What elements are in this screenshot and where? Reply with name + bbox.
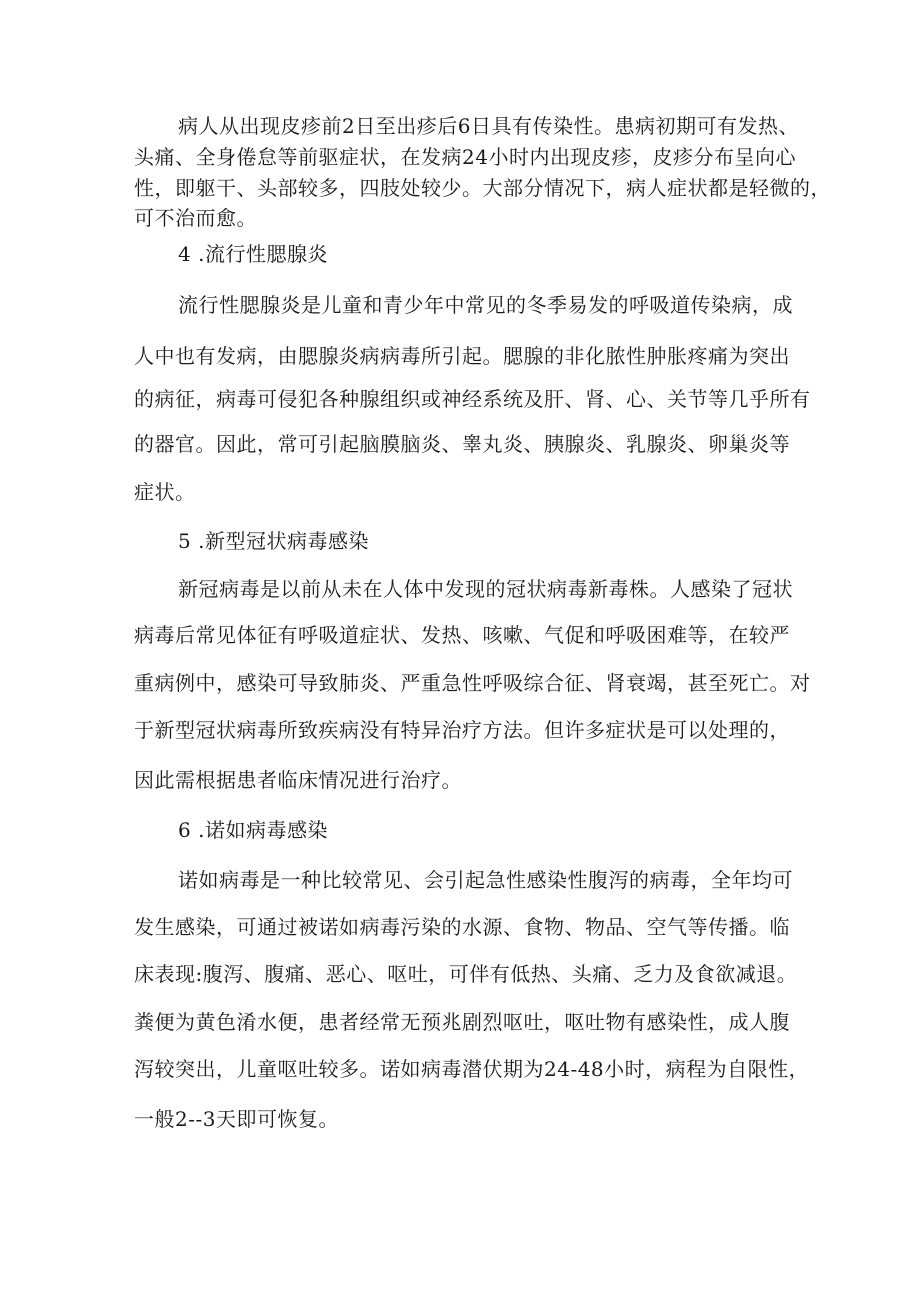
- para4-line-5: 泻较突出，儿童呕吐较多。诺如病毒潜伏期为24-48小时，病程为自限性，: [134, 1057, 810, 1081]
- para1-line-3: 性，即躯干、头部较多，四肢处较少。大部分情况下，病人症状都是轻微的，: [134, 176, 831, 200]
- para3-line-1: 新冠病毒是以前从未在人体中发现的冠状病毒新毒株。人感染了冠状: [178, 577, 793, 601]
- para2-line-5: 症状。: [134, 480, 196, 504]
- para4-line-2: 发生感染，可通过被诺如病毒污染的水源、食物、物品、空气等传播。临: [134, 915, 790, 939]
- para1-line-4: 可不治而愈。: [134, 206, 257, 230]
- para3-line-5: 因此需根据患者临床情况进行治疗。: [134, 768, 462, 792]
- para3-line-3: 重病例中，感染可导致肺炎、严重急性呼吸综合征、肾衰竭，甚至死亡。对: [134, 671, 811, 695]
- para2-line-2: 人中也有发病，由腮腺炎病病毒所引起。腮腺的非化脓性肿胀疼痛为突出: [134, 344, 790, 368]
- para1-line-1: 病人从出现皮疹前2日至出疹后6日具有传染性。患病初期可有发热、: [178, 114, 799, 138]
- para1-line-2: 头痛、全身倦怠等前驱症状，在发病24小时内出现皮疹，皮疹分布呈向心: [134, 145, 796, 169]
- section-heading-4: 4 .流行性腮腺炎: [178, 242, 328, 266]
- para3-line-2: 病毒后常见体征有呼吸道症状、发热、咳嗽、气促和呼吸困难等，在较严: [134, 623, 790, 647]
- section-heading-6: 6 .诺如病毒感染: [178, 818, 328, 842]
- para4-line-6: 一般2--3天即可恢复。: [134, 1107, 339, 1131]
- para2-line-3: 的病征，病毒可侵犯各种腺组织或神经系统及肝、肾、心、关节等几乎所有: [134, 387, 811, 411]
- para2-line-4: 的器官。因此，常可引起脑膜脑炎、睾丸炎、胰腺炎、乳腺炎、卵巢炎等: [134, 432, 790, 456]
- para4-line-1: 诺如病毒是一种比较常见、会引起急性感染性腹泻的病毒，全年均可: [178, 868, 793, 892]
- para3-line-4: 于新型冠状病毒所致疾病没有特异治疗方法。但许多症状是可以处理的，: [134, 718, 790, 742]
- para2-line-1: 流行性腮腺炎是儿童和青少年中常见的冬季易发的呼吸道传染病，成: [178, 293, 793, 317]
- section-heading-5: 5 .新型冠状病毒感染: [178, 529, 369, 553]
- para4-line-4: 粪便为黄色淆水便，患者经常无预兆剧烈呕吐，呕吐物有感染性，成人腹: [134, 1010, 790, 1034]
- para4-line-3: 床表现:腹泻、腹痛、恶心、呕吐，可伴有低热、头痛、乏力及食欲减退。: [134, 962, 798, 986]
